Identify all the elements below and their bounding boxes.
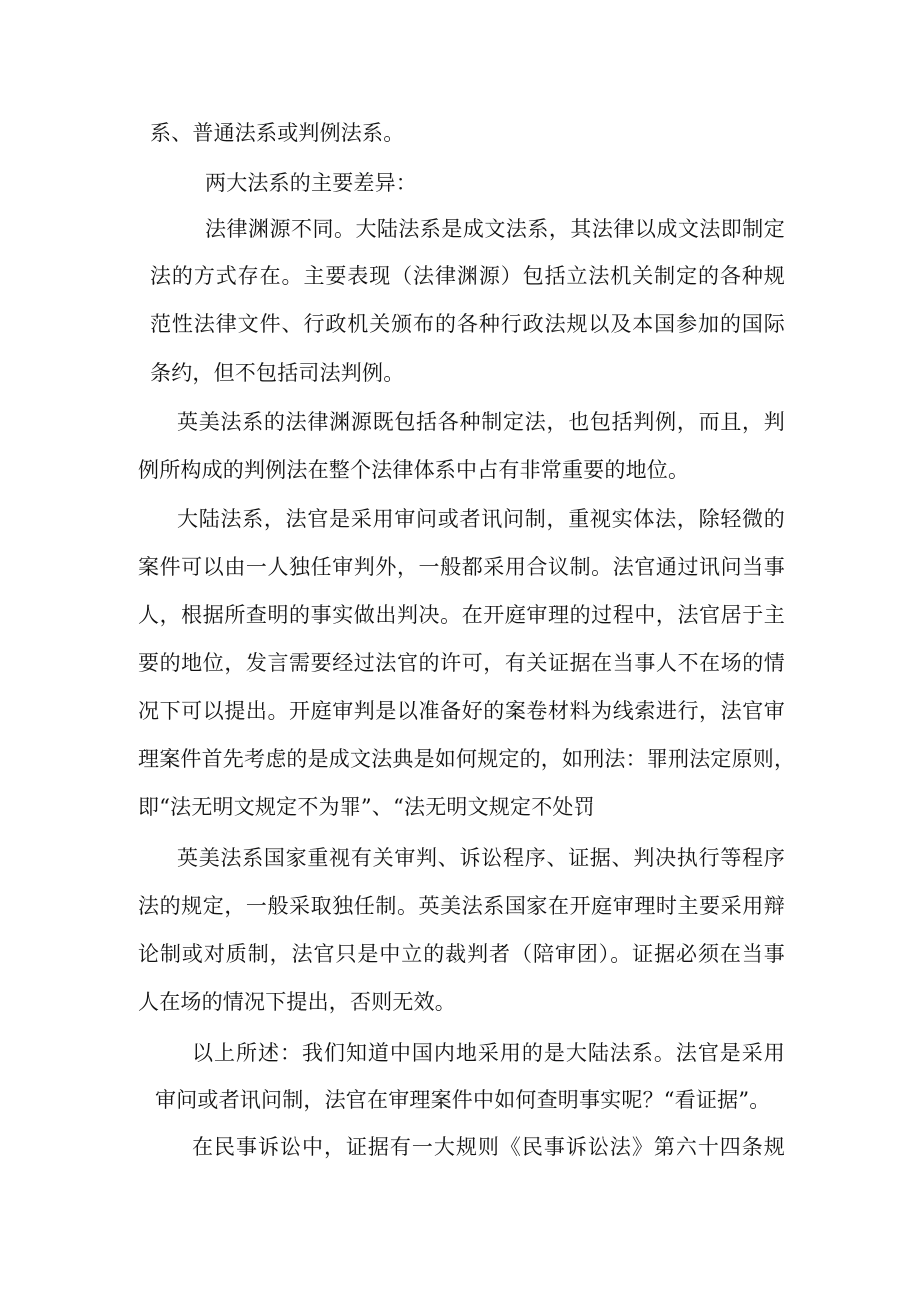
paragraph-line: 法律渊源不同。大陆法系是成文法系，其法律以成文法即制定 bbox=[205, 217, 785, 241]
paragraph-line: 范性法律文件、行政机关颁布的各种行政法规以及本国参加的国际 bbox=[150, 312, 785, 336]
section-heading: 两大法系的主要差异： bbox=[205, 171, 417, 195]
paragraph-line: 要的地位，发言需要经过法官的许可，有关证据在当事人不在场的情 bbox=[138, 651, 785, 675]
paragraph-line: 在民事诉讼中，证据有一大规则《民事诉讼法》第六十四条规 bbox=[192, 1135, 785, 1159]
paragraph-line: 况下可以提出。开庭审判是以准备好的案卷材料为线索进行，法官审 bbox=[138, 699, 785, 723]
paragraph-line: 法的方式存在。主要表现（法律渊源）包括立法机关制定的各种规 bbox=[150, 264, 785, 288]
paragraph-line: 理案件首先考虑的是成文法典是如何规定的，如刑法：罪刑法定原则， bbox=[138, 747, 796, 771]
paragraph-line: 即“法无明文规定不为罪”、“法无明文规定不处罚 bbox=[138, 795, 595, 819]
paragraph-line: 审问或者讯问制，法官在审理案件中如何查明事实呢？“看证据”。 bbox=[155, 1088, 771, 1112]
paragraph-line: 系、普通法系或判例法系。 bbox=[150, 121, 405, 145]
paragraph-line: 英美法系的法律渊源既包括各种制定法，也包括判例，而且，判 bbox=[177, 410, 785, 434]
paragraph-line: 例所构成的判例法在整个法律体系中占有非常重要的地位。 bbox=[138, 458, 690, 482]
paragraph-line: 条约，但不包括司法判例。 bbox=[150, 361, 405, 385]
paragraph-line: 论制或对质制，法官只是中立的裁判者（陪审团）。证据必须在当事 bbox=[138, 942, 785, 966]
paragraph-line: 以上所述：我们知道中国内地采用的是大陆法系。法官是采用 bbox=[192, 1041, 785, 1065]
paragraph-line: 人，根据所查明的事实做出判决。在开庭审理的过程中，法官居于主 bbox=[138, 603, 785, 627]
paragraph-line: 案件可以由一人独任审判外，一般都采用合议制。法官通过讯问当事 bbox=[138, 555, 785, 579]
paragraph-line: 人在场的情况下提出，否则无效。 bbox=[138, 990, 456, 1014]
paragraph-line: 法的规定，一般采取独任制。英美法系国家在开庭审理时主要采用辩 bbox=[138, 894, 785, 918]
paragraph-line: 英美法系国家重视有关审判、诉讼程序、证据、判决执行等程序 bbox=[177, 846, 785, 870]
paragraph-line: 大陆法系，法官是采用审问或者讯问制，重视实体法，除轻微的 bbox=[177, 507, 785, 531]
